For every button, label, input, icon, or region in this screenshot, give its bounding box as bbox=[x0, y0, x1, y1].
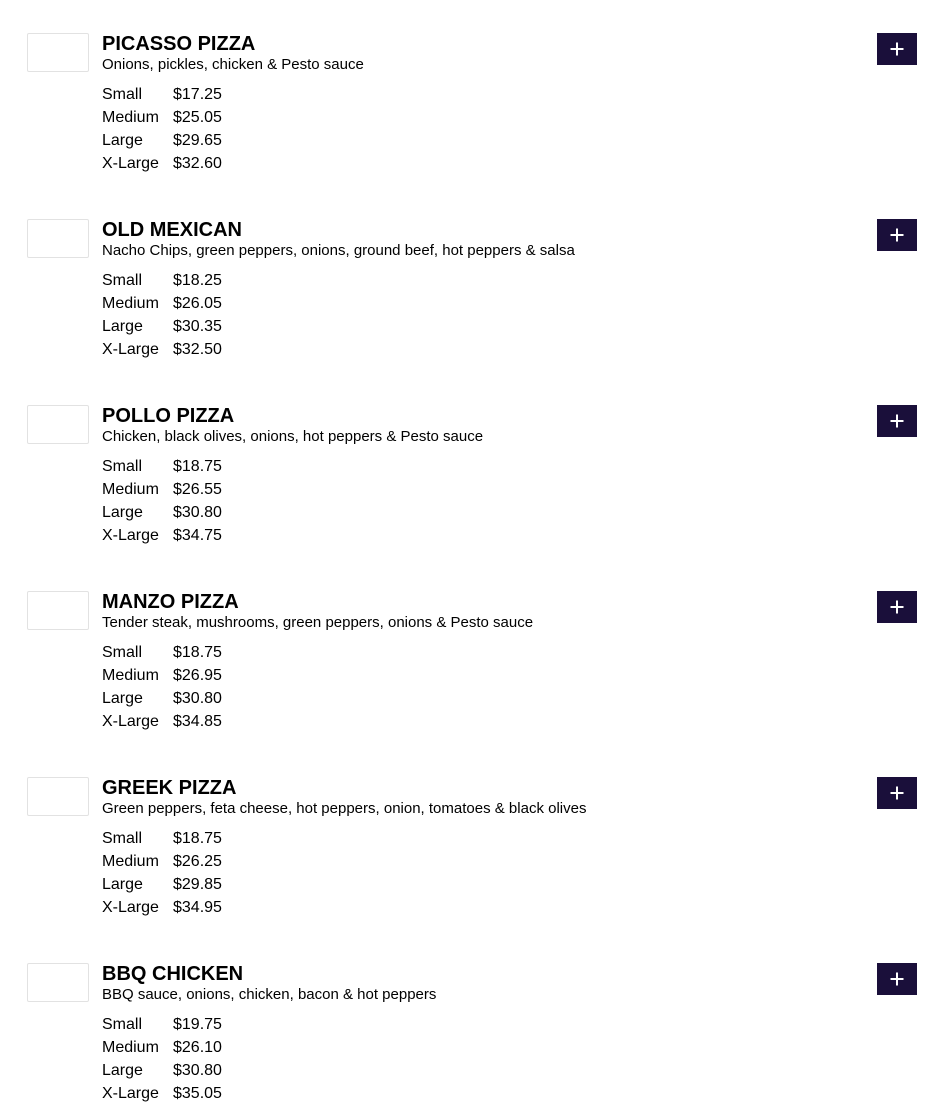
price-row bbox=[102, 338, 222, 361]
price-value: $17.25 bbox=[173, 85, 222, 103]
price-row bbox=[102, 1013, 222, 1036]
item-name: GREEK PIZZA bbox=[102, 777, 237, 799]
price-row bbox=[102, 501, 222, 524]
size-label: X-Large bbox=[102, 526, 159, 544]
price-row bbox=[102, 292, 222, 315]
price-row bbox=[102, 687, 222, 710]
price-value: $25.05 bbox=[173, 108, 222, 126]
size-label: Large bbox=[102, 317, 143, 335]
item-image-placeholder bbox=[27, 33, 89, 72]
price-value: $30.80 bbox=[173, 503, 222, 521]
price-value: $19.75 bbox=[173, 1015, 222, 1033]
plus-icon bbox=[889, 227, 905, 243]
size-label: Medium bbox=[102, 1038, 159, 1056]
size-label: Medium bbox=[102, 852, 159, 870]
add-to-cart-button[interactable] bbox=[877, 33, 917, 65]
price-row bbox=[102, 710, 222, 733]
plus-icon bbox=[889, 413, 905, 429]
price-row bbox=[102, 269, 222, 292]
size-label: Large bbox=[102, 503, 143, 521]
item-name: PICASSO PIZZA bbox=[102, 33, 256, 55]
item-image-placeholder bbox=[27, 777, 89, 816]
price-value: $32.60 bbox=[173, 154, 222, 172]
size-label: X-Large bbox=[102, 898, 159, 916]
item-name: BBQ CHICKEN bbox=[102, 963, 244, 985]
item-description: Green peppers, feta cheese, hot peppers, onion, tomatoes & black olives bbox=[102, 800, 587, 817]
price-value: $30.35 bbox=[173, 317, 222, 335]
price-row bbox=[102, 896, 222, 919]
price-row bbox=[102, 106, 222, 129]
add-to-cart-button[interactable] bbox=[877, 405, 917, 437]
item-image-placeholder bbox=[27, 405, 89, 444]
price-value: $32.50 bbox=[173, 340, 222, 358]
add-to-cart-button[interactable] bbox=[877, 777, 917, 809]
size-label: Large bbox=[102, 875, 143, 893]
item-image-placeholder bbox=[27, 591, 89, 630]
price-value: $18.75 bbox=[173, 829, 222, 847]
plus-icon bbox=[889, 971, 905, 987]
price-table bbox=[102, 1013, 222, 1105]
item-description: Tender steak, mushrooms, green peppers, onions & Pesto sauce bbox=[102, 614, 534, 631]
plus-icon bbox=[889, 599, 905, 615]
add-to-cart-button[interactable] bbox=[877, 591, 917, 623]
price-table bbox=[102, 269, 222, 361]
size-label: X-Large bbox=[102, 1084, 159, 1102]
price-table bbox=[102, 455, 222, 547]
price-row bbox=[102, 315, 222, 338]
price-row bbox=[102, 455, 222, 478]
price-value: $26.55 bbox=[173, 480, 222, 498]
size-label: Medium bbox=[102, 108, 159, 126]
price-row bbox=[102, 1036, 222, 1059]
item-name: POLLO PIZZA bbox=[102, 405, 235, 427]
price-row bbox=[102, 83, 222, 106]
price-value: $34.85 bbox=[173, 712, 222, 730]
item-description: Nacho Chips, green peppers, onions, ground beef, hot peppers & salsa bbox=[102, 242, 575, 259]
price-value: $30.80 bbox=[173, 689, 222, 707]
item-name: MANZO PIZZA bbox=[102, 591, 239, 613]
menu-item-manzo-pizza bbox=[0, 558, 950, 730]
size-label: Small bbox=[102, 643, 143, 661]
item-description: BBQ sauce, onions, chicken, bacon & hot peppers bbox=[102, 986, 437, 1003]
size-label: Small bbox=[102, 829, 143, 847]
size-label: X-Large bbox=[102, 712, 159, 730]
size-label: Medium bbox=[102, 294, 159, 312]
size-label: Large bbox=[102, 131, 143, 149]
price-table bbox=[102, 641, 222, 733]
menu-item-pollo-pizza bbox=[0, 372, 950, 544]
size-label: Small bbox=[102, 457, 143, 475]
price-row bbox=[102, 129, 222, 152]
price-row bbox=[102, 524, 222, 547]
price-row bbox=[102, 873, 222, 896]
price-row bbox=[102, 664, 222, 687]
add-to-cart-button[interactable] bbox=[877, 219, 917, 251]
size-label: Small bbox=[102, 85, 143, 103]
item-description: Chicken, black olives, onions, hot peppers & Pesto sauce bbox=[102, 428, 484, 445]
item-image-placeholder bbox=[27, 963, 89, 1002]
price-value: $29.65 bbox=[173, 131, 222, 149]
price-row bbox=[102, 1059, 222, 1082]
size-label: Small bbox=[102, 1015, 143, 1033]
menu-item-bbq-chicken bbox=[0, 930, 950, 1102]
price-value: $18.75 bbox=[173, 643, 222, 661]
size-label: Small bbox=[102, 271, 143, 289]
menu-item-old-mexican bbox=[0, 186, 950, 358]
size-label: Large bbox=[102, 1061, 143, 1079]
add-to-cart-button[interactable] bbox=[877, 963, 917, 995]
price-table bbox=[102, 83, 222, 175]
size-label: Medium bbox=[102, 666, 159, 684]
plus-icon bbox=[889, 785, 905, 801]
menu-item-picasso-pizza bbox=[0, 0, 950, 172]
price-value: $34.95 bbox=[173, 898, 222, 916]
size-label: Large bbox=[102, 689, 143, 707]
item-image-placeholder bbox=[27, 219, 89, 258]
size-label: Medium bbox=[102, 480, 159, 498]
price-table bbox=[102, 827, 222, 919]
item-description: Onions, pickles, chicken & Pesto sauce bbox=[102, 56, 364, 73]
price-value: $26.10 bbox=[173, 1038, 222, 1056]
price-value: $18.75 bbox=[173, 457, 222, 475]
price-value: $29.85 bbox=[173, 875, 222, 893]
size-label: X-Large bbox=[102, 340, 159, 358]
price-value: $34.75 bbox=[173, 526, 222, 544]
price-value: $26.05 bbox=[173, 294, 222, 312]
price-value: $18.25 bbox=[173, 271, 222, 289]
price-row bbox=[102, 152, 222, 175]
price-row bbox=[102, 827, 222, 850]
price-value: $26.25 bbox=[173, 852, 222, 870]
price-value: $26.95 bbox=[173, 666, 222, 684]
price-row bbox=[102, 1082, 222, 1105]
menu-item-greek-pizza bbox=[0, 744, 950, 916]
plus-icon bbox=[889, 41, 905, 57]
price-row bbox=[102, 641, 222, 664]
price-row bbox=[102, 850, 222, 873]
price-value: $35.05 bbox=[173, 1084, 222, 1102]
item-name: OLD MEXICAN bbox=[102, 219, 242, 241]
price-row bbox=[102, 478, 222, 501]
size-label: X-Large bbox=[102, 154, 159, 172]
price-value: $30.80 bbox=[173, 1061, 222, 1079]
